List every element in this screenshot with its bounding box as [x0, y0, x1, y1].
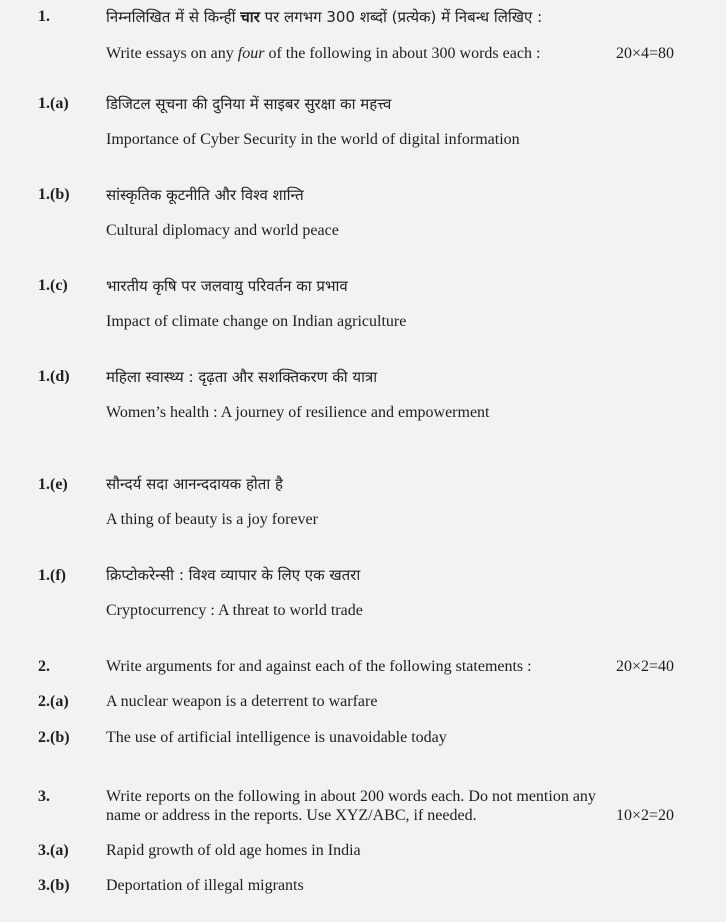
topic-hindi: डिजिटल सूचना की दुनिया में साइबर सुरक्षा का महत्त्व	[106, 95, 392, 113]
topic-english: Women’s health : A journey of resilience and empowerment	[106, 404, 490, 421]
question-number: 2.	[38, 658, 50, 675]
topic-english: Impact of climate change on Indian agriculture	[106, 313, 407, 330]
topic-hindi: क्रिप्टोकरेन्सी : विश्व व्यापार के लिए एक खतरा	[106, 566, 361, 584]
sub-question-number: 1.(e)	[38, 476, 68, 493]
topic-hindi: महिला स्वास्थ्य : दृढ़ता और सशक्तिकरण की यात्रा	[106, 368, 378, 386]
topic-hindi: सौन्दर्य सदा आनन्ददायक होता है	[106, 475, 283, 493]
question-number: 3.	[38, 788, 50, 805]
question-2-instruction: Write arguments for and against each of the following statements :	[106, 658, 532, 675]
topic-hindi: भारतीय कृषि पर जलवायु परिवर्तन का प्रभाव	[106, 277, 348, 295]
question-1-english-instruction	[106, 44, 676, 64]
instruction-text: of the following in about 300 words each :	[264, 45, 541, 62]
question-3-marks: 10×2=20	[615, 807, 674, 824]
sub-question-number: 1.(b)	[38, 186, 70, 203]
topic-english: Cryptocurrency : A threat to world trade	[106, 602, 363, 619]
question-1-hindi-instruction	[106, 7, 686, 27]
statement-text: A nuclear weapon is a deterrent to warfare	[106, 693, 378, 710]
topic-hindi: सांस्कृतिक कूटनीति और विश्व शान्ति	[106, 186, 304, 204]
instruction-emphasis: चार	[240, 8, 260, 26]
instruction-text: निम्नलिखित में से किन्हीं	[106, 8, 241, 26]
question-3-instruction-line-1: Write reports on the following in about 200 words each. Do not mention any	[106, 788, 596, 805]
report-topic: Deportation of illegal migrants	[106, 877, 304, 894]
sub-question-number: 2.(b)	[38, 729, 70, 746]
question-1-marks: 20×4=80	[615, 45, 674, 62]
sub-question-number: 3.(a)	[38, 842, 69, 859]
instruction-text: पर लगभग 300 शब्दों (प्रत्येक) में निबन्ध लिखिए :	[259, 8, 543, 26]
sub-question-number: 3.(b)	[38, 877, 70, 894]
topic-english: Cultural diplomacy and world peace	[106, 222, 339, 239]
sub-question-number: 1.(a)	[38, 95, 69, 112]
instruction-emphasis: four	[237, 45, 265, 62]
sub-question-number: 1.(f)	[38, 567, 66, 584]
question-2-marks: 20×2=40	[615, 658, 674, 675]
question-3-instruction-line-2: name or address in the reports. Use XYZ/ABC, if needed.	[106, 807, 477, 824]
sub-question-number: 2.(a)	[38, 693, 69, 710]
sub-question-number: 1.(c)	[38, 277, 68, 294]
report-topic: Rapid growth of old age homes in India	[106, 842, 361, 859]
statement-text: The use of artificial intelligence is unavoidable today	[106, 729, 447, 746]
sub-question-number: 1.(d)	[38, 368, 70, 385]
instruction-text: Write essays on any	[106, 45, 238, 62]
topic-english: A thing of beauty is a joy forever	[106, 511, 318, 528]
question-number: 1.	[38, 8, 50, 25]
topic-english: Importance of Cyber Security in the world of digital information	[106, 131, 520, 148]
